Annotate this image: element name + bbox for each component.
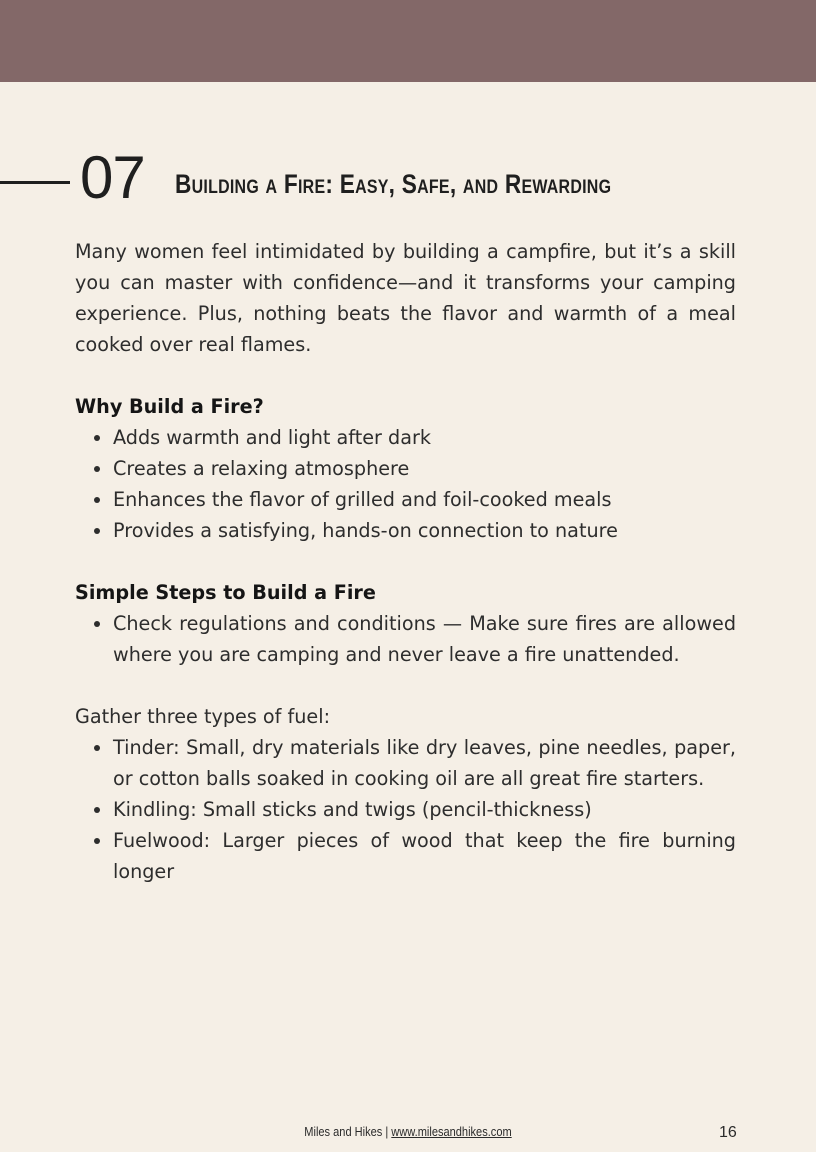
list-item: • Tinder: Small, dry materials like dry leaves, pine needles, paper, or cotton balls soaked in cooking oil are all great fire starters.: [113, 732, 736, 794]
page-number: 16: [719, 1124, 737, 1141]
list-item: • Creates a relaxing atmosphere: [113, 453, 736, 484]
fuel-intro: Gather three types of fuel:: [75, 705, 331, 728]
intro-paragraph: Many women feel intimidated by building a campfire, but it’s a skill you can master with confidence—and it transforms your camping experience. Plus, nothing beats the flavor and warmth of a meal cooked over real flames.: [75, 240, 736, 356]
spacer: [75, 670, 736, 701]
list-item: • Fuelwood: Larger pieces of wood that keep the fire burning longer: [113, 825, 736, 887]
footer-brand-label: Miles and Hikes |: [304, 1124, 392, 1139]
fuel-list: [75, 732, 736, 887]
why-heading: Why Build a Fire?: [75, 395, 264, 418]
footer-brand: [304, 1122, 511, 1142]
list-item: • Adds warmth and light after dark: [113, 422, 736, 453]
header-band: [0, 0, 816, 82]
footer: [0, 1122, 816, 1142]
list-item: • Enhances the flavor of grilled and foil-cooked meals: [113, 484, 736, 515]
list-item: • Check regulations and conditions — Make sure fires are allowed where you are camping and never leave a fire unattended.: [113, 608, 736, 670]
list-item: • Kindling: Small sticks and twigs (pencil-thickness): [113, 794, 736, 825]
why-list: [75, 422, 736, 546]
spacer: [75, 546, 736, 577]
steps-heading: Simple Steps to Build a Fire: [75, 581, 376, 604]
chapter-title: Building a Fire: Easy, Safe, and Rewarding: [175, 169, 612, 199]
chapter-rule: [0, 181, 70, 184]
chapter-body: [75, 236, 736, 887]
steps-list: [75, 608, 736, 670]
footer-website-link[interactable]: www.milesandhikes.com: [391, 1124, 512, 1139]
list-item: • Provides a satisfying, hands-on connection to nature: [113, 515, 736, 546]
chapter-number: 07: [80, 144, 145, 211]
